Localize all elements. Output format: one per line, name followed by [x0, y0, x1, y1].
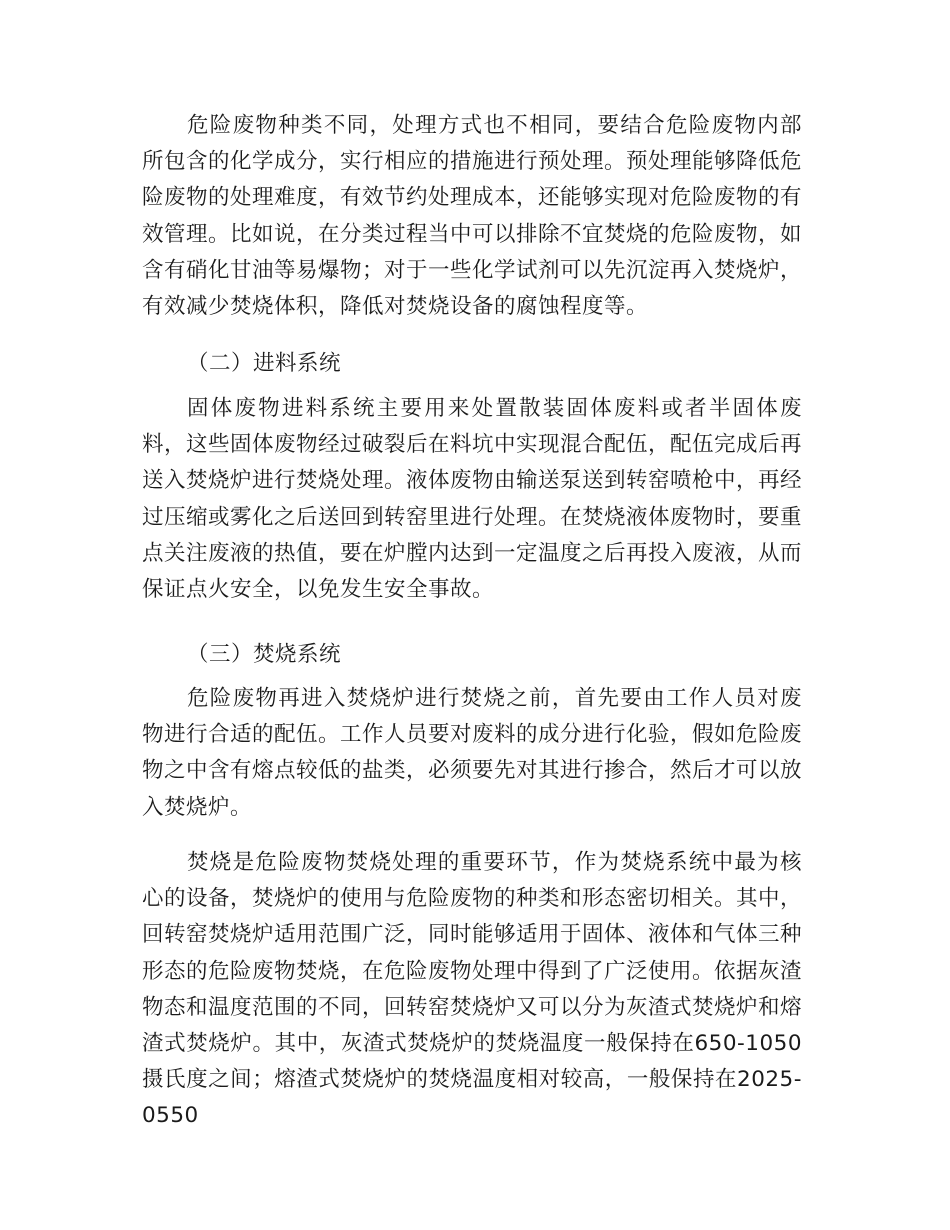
section-heading-feeding-system: （二）进料系统 — [187, 351, 342, 376]
section-heading-incineration-system: （三）焚烧系统 — [187, 642, 342, 667]
paragraph-feeding-system: 固体废物进料系统主要用来处置散装固体废料或者半固体废料，这些固体废物经过破裂后在料坑中实现混合配伍，配伍完成后再送入焚烧炉进行焚烧处理。液体废物由输送泵送到转窑喷枪中，再经过压缩或雾化之后送回到转窑里进行处理。在焚烧液体废物时，要重点关注废液的热值，要在炉膛内达到一定温度之后再投入废液，从而保证点火安全，以免发生安全事故。 — [142, 396, 803, 603]
paragraph-incineration-blending: 危险废物再进入焚烧炉进行焚烧之前，首先要由工作人员对废物进行合适的配伍。工作人员要对废料的成分进行化验，假如危险废物之中含有熔点较低的盐类，必须要先对其进行掺合，然后才可以放入焚烧炉。 — [142, 686, 803, 820]
paragraph-incineration-furnace: 焚烧是危险废物焚烧处理的重要环节，作为焚烧系统中最为核心的设备，焚烧炉的使用与危险废物的种类和形态密切相关。其中，回转窑焚烧炉适用范围广泛，同时能够适用于固体、液体和气体三种形态的危险废物焚烧，在危险废物处理中得到了广泛使用。依据灰渣物态和温度范围的不同，回转窑焚烧炉又可以分为灰渣式焚烧炉和熔渣式焚烧炉。其中，灰渣式焚烧炉的焚烧温度一般保持在650-1050摄氏度之间；熔渣式焚烧炉的焚烧温度相对较高，一般保持在2025-0550 — [142, 850, 803, 1129]
paragraph-pretreatment: 危险废物种类不同，处理方式也不相同，要结合危险废物内部所包含的化学成分，实行相应的措施进行预处理。预处理能够降低危险废物的处理难度，有效节约处理成本，还能够实现对危险废物的有效管理。比如说，在分类过程当中可以排除不宜焚烧的危险废物，如含有硝化甘油等易爆物；对于一些化学试剂可以先沉淀再入焚烧炉，有效减少焚烧体积，降低对焚烧设备的腐蚀程度等。 — [142, 113, 803, 320]
